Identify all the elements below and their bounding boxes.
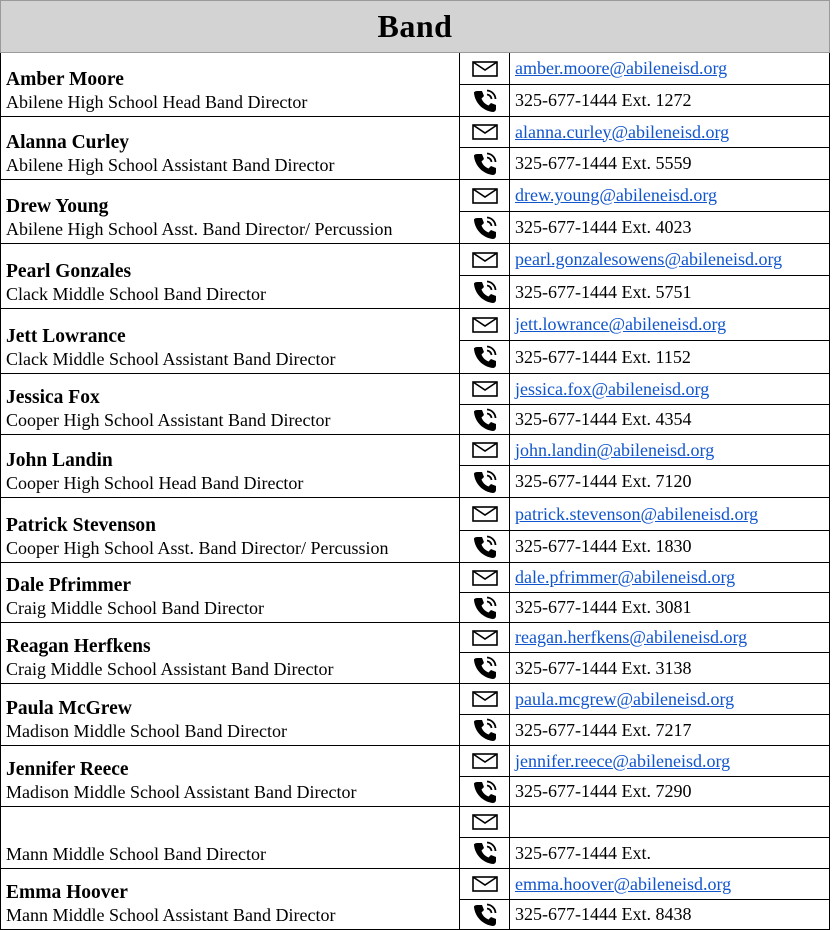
director-entry (0, 53, 459, 117)
envelope-icon (459, 374, 509, 405)
email-cell (509, 117, 830, 148)
director-entry (0, 374, 459, 435)
director-name: Jett Lowrance (6, 326, 126, 347)
phone-number: 325-677-1444 Ext. (509, 838, 830, 869)
phone-icon (459, 212, 509, 244)
email-cell (509, 435, 830, 466)
phone-number: 325-677-1444 Ext. 3138 (509, 653, 830, 684)
director-role: Cooper High School Assistant Band Director (6, 410, 331, 430)
director-role: Abilene High School Assistant Band Director (6, 155, 335, 175)
director-entry (0, 869, 459, 930)
envelope-icon (459, 53, 509, 85)
director-role: Craig Middle School Assistant Band Director (6, 659, 334, 679)
email-link[interactable]: drew.young@abileneisd.org (515, 185, 718, 205)
page-header (0, 0, 830, 53)
director-entry (0, 684, 459, 746)
email-link[interactable]: paula.mcgrew@abileneisd.org (515, 688, 735, 709)
email-link[interactable]: emma.hoover@abileneisd.org (515, 873, 732, 894)
director-name: Amber Moore (6, 69, 124, 90)
phone-icon (459, 531, 509, 563)
director-entry (0, 117, 459, 180)
email-link[interactable]: alanna.curley@abileneisd.org (515, 121, 730, 142)
director-role: Clack Middle School Band Director (6, 284, 266, 304)
director-name: Alanna Curley (6, 132, 129, 153)
phone-number: 325-677-1444 Ext. 7290 (509, 777, 830, 807)
phone-icon (459, 405, 509, 435)
phone-number: 325-677-1444 Ext. 8438 (509, 900, 830, 930)
director-name: Reagan Herfkens (6, 636, 151, 657)
director-role: Abilene High School Head Band Director (6, 92, 308, 112)
director-name: Pearl Gonzales (6, 261, 132, 282)
director-name: Paula McGrew (6, 698, 132, 719)
envelope-icon (459, 869, 509, 900)
director-entry (0, 498, 459, 563)
envelope-icon (459, 563, 509, 593)
director-name: Emma Hoover (6, 882, 128, 903)
email-link[interactable]: amber.moore@abileneisd.org (515, 58, 728, 78)
director-name: Dale Pfrimmer (6, 575, 132, 596)
phone-number: 325-677-1444 Ext. 4023 (509, 212, 830, 244)
envelope-icon (459, 746, 509, 777)
email-link[interactable]: dale.pfrimmer@abileneisd.org (515, 567, 736, 587)
phone-number: 325-677-1444 Ext. 1830 (509, 531, 830, 563)
phone-number: 325-677-1444 Ext. 4354 (509, 405, 830, 435)
director-role: Clack Middle School Assistant Band Director (6, 349, 336, 369)
email-link[interactable]: patrick.stevenson@abileneisd.org (515, 503, 759, 524)
envelope-icon (459, 623, 509, 653)
email-cell (509, 623, 830, 653)
email-cell (509, 498, 830, 531)
phone-number: 325-677-1444 Ext. 5559 (509, 148, 830, 180)
envelope-icon (459, 309, 509, 341)
email-cell (509, 684, 830, 715)
phone-number: 325-677-1444 Ext. 7217 (509, 715, 830, 746)
envelope-icon (459, 684, 509, 715)
phone-icon (459, 148, 509, 180)
envelope-icon (459, 807, 509, 838)
director-name: Jessica Fox (6, 387, 100, 408)
email-link[interactable]: jett.lowrance@abileneisd.org (515, 314, 727, 334)
page-title: Band (377, 8, 453, 44)
email-link[interactable]: jennifer.reece@abileneisd.org (515, 750, 731, 771)
phone-icon (459, 653, 509, 684)
email-link[interactable]: jessica.fox@abileneisd.org (515, 378, 710, 399)
director-entry (0, 563, 459, 623)
email-cell (509, 53, 830, 85)
director-role: Madison Middle School Band Director (6, 721, 287, 741)
envelope-icon (459, 180, 509, 212)
envelope-icon (459, 435, 509, 466)
director-entry (0, 180, 459, 244)
envelope-icon (459, 498, 509, 531)
email-cell (509, 244, 830, 276)
email-cell (509, 180, 830, 212)
email-cell (509, 869, 830, 900)
director-entry (0, 309, 459, 374)
phone-icon (459, 85, 509, 117)
director-entry (0, 746, 459, 807)
phone-number: 325-677-1444 Ext. 1272 (509, 85, 830, 117)
director-entry (0, 244, 459, 309)
phone-icon (459, 276, 509, 309)
email-link[interactable]: john.landin@abileneisd.org (515, 439, 715, 460)
director-entry (0, 435, 459, 498)
director-name: Drew Young (6, 196, 109, 217)
email-cell (509, 746, 830, 777)
director-name: Patrick Stevenson (6, 515, 157, 536)
phone-icon (459, 593, 509, 623)
phone-number: 325-677-1444 Ext. 1152 (509, 341, 830, 374)
envelope-icon (459, 117, 509, 148)
email-cell (509, 374, 830, 405)
director-name (6, 820, 455, 843)
email-link[interactable]: pearl.gonzalesowens@abileneisd.org (515, 249, 783, 269)
phone-icon (459, 341, 509, 374)
director-role: Mann Middle School Band Director (6, 844, 266, 864)
phone-number: 325-677-1444 Ext. 5751 (509, 276, 830, 309)
email-link[interactable]: reagan.herfkens@abileneisd.org (515, 627, 748, 647)
director-role: Cooper High School Asst. Band Director/ Percussion (6, 538, 389, 558)
director-role: Craig Middle School Band Director (6, 598, 264, 618)
email-cell (509, 807, 830, 838)
email-cell (509, 309, 830, 341)
director-entry (0, 623, 459, 684)
director-name: Jennifer Reece (6, 759, 129, 780)
band-directory-table (0, 53, 830, 930)
director-role: Mann Middle School Assistant Band Director (6, 905, 336, 925)
phone-icon (459, 777, 509, 807)
director-name: John Landin (6, 450, 113, 471)
phone-icon (459, 838, 509, 869)
director-role: Cooper High School Head Band Director (6, 473, 304, 493)
envelope-icon (459, 244, 509, 276)
phone-number: 325-677-1444 Ext. 7120 (509, 466, 830, 498)
phone-icon (459, 466, 509, 498)
phone-icon (459, 715, 509, 746)
director-role: Madison Middle School Assistant Band Director (6, 782, 357, 802)
email-cell (509, 563, 830, 593)
director-role: Abilene High School Asst. Band Director/ Percussion (6, 219, 393, 239)
phone-number: 325-677-1444 Ext. 3081 (509, 593, 830, 623)
director-entry (0, 807, 459, 869)
